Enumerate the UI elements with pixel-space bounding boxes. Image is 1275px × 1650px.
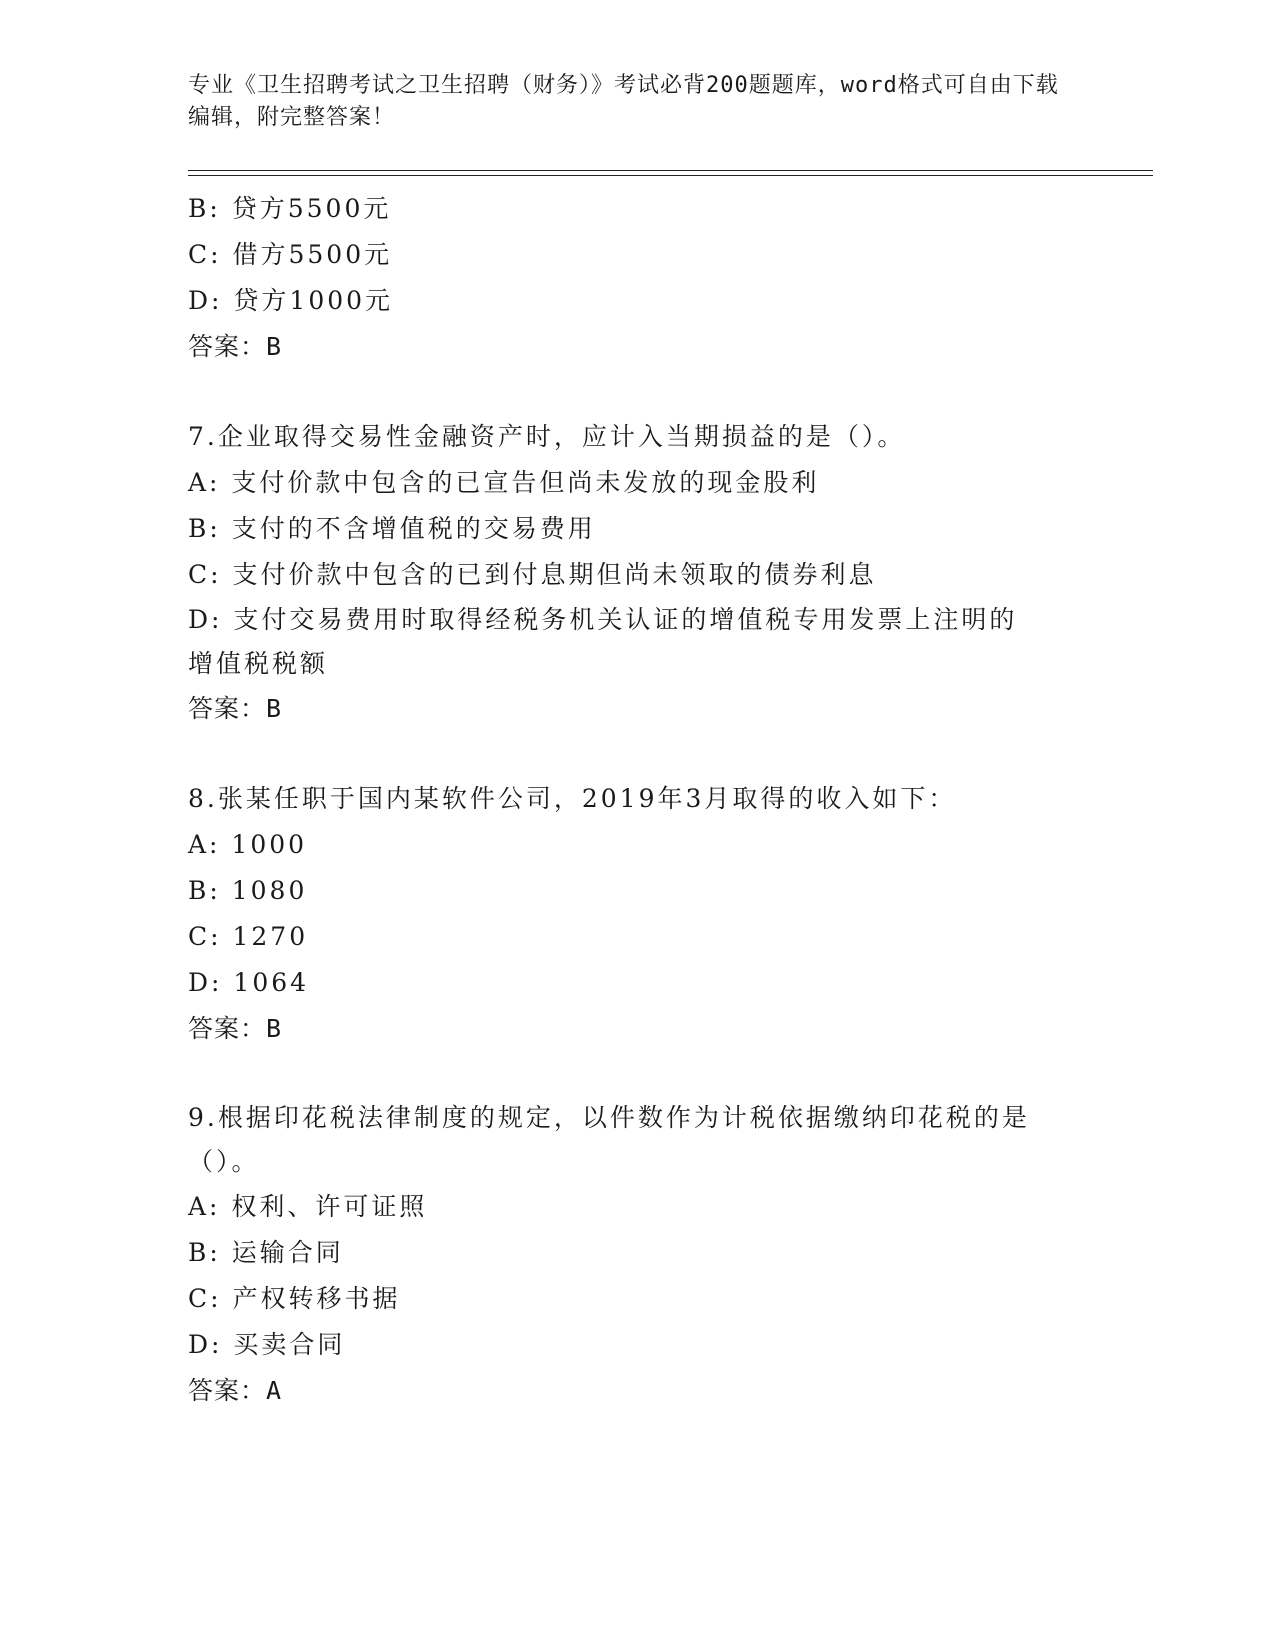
spacer [188, 732, 1088, 776]
option-d: D: 买卖合同 [188, 1330, 346, 1359]
option-a: A: 支付价款中包含的已宣告但尚未发放的现金股利 [188, 468, 820, 497]
question-6-continued [188, 186, 1088, 370]
option-d: D: 1064 [188, 968, 310, 997]
option-b: B: 支付的不含增值税的交易费用 [188, 514, 596, 543]
question-list [188, 186, 1088, 1414]
header-rule-top [188, 170, 1153, 171]
document-header: 专业《卫生招聘考试之卫生招聘（财务）》考试必背200题题库，word格式可自由下载编辑，附完整答案！ [188, 73, 1059, 130]
option-c: C: 借方5500元 [188, 240, 393, 269]
option-c: C: 产权转移书据 [188, 1284, 401, 1313]
option-d: D: 支付交易费用时取得经税务机关认证的增值税专用发票上注明的增值税税额 [188, 605, 1018, 678]
question-stem: 8.张某任职于国内某软件公司，2019年3月取得的收入如下： [188, 784, 957, 813]
option-b: B: 运输合同 [188, 1238, 344, 1267]
option-b: B: 贷方5500元 [188, 194, 392, 223]
answer: 答案：B [188, 332, 283, 361]
answer: 答案：B [188, 694, 283, 723]
question-stem: 9.根据印花税法律制度的规定，以件数作为计税依据缴纳印花税的是（）。 [188, 1103, 1030, 1176]
answer: 答案：B [188, 1014, 283, 1043]
option-c: C: 1270 [188, 922, 309, 951]
option-d: D: 贷方1000元 [188, 286, 394, 315]
header-rule-bottom [188, 175, 1153, 176]
question-8 [188, 776, 1088, 1052]
option-b: B: 1080 [188, 876, 308, 905]
question-9 [188, 1096, 1088, 1414]
question-7 [188, 414, 1088, 732]
option-a: A: 权利、许可证照 [188, 1192, 428, 1221]
spacer [188, 370, 1088, 414]
option-c: C: 支付价款中包含的已到付息期但尚未领取的债券利息 [188, 560, 877, 589]
spacer [188, 1052, 1088, 1096]
question-stem: 7.企业取得交易性金融资产时，应计入当期损益的是（）。 [188, 422, 906, 451]
answer: 答案：A [188, 1376, 283, 1405]
option-a: A: 1000 [188, 830, 308, 859]
